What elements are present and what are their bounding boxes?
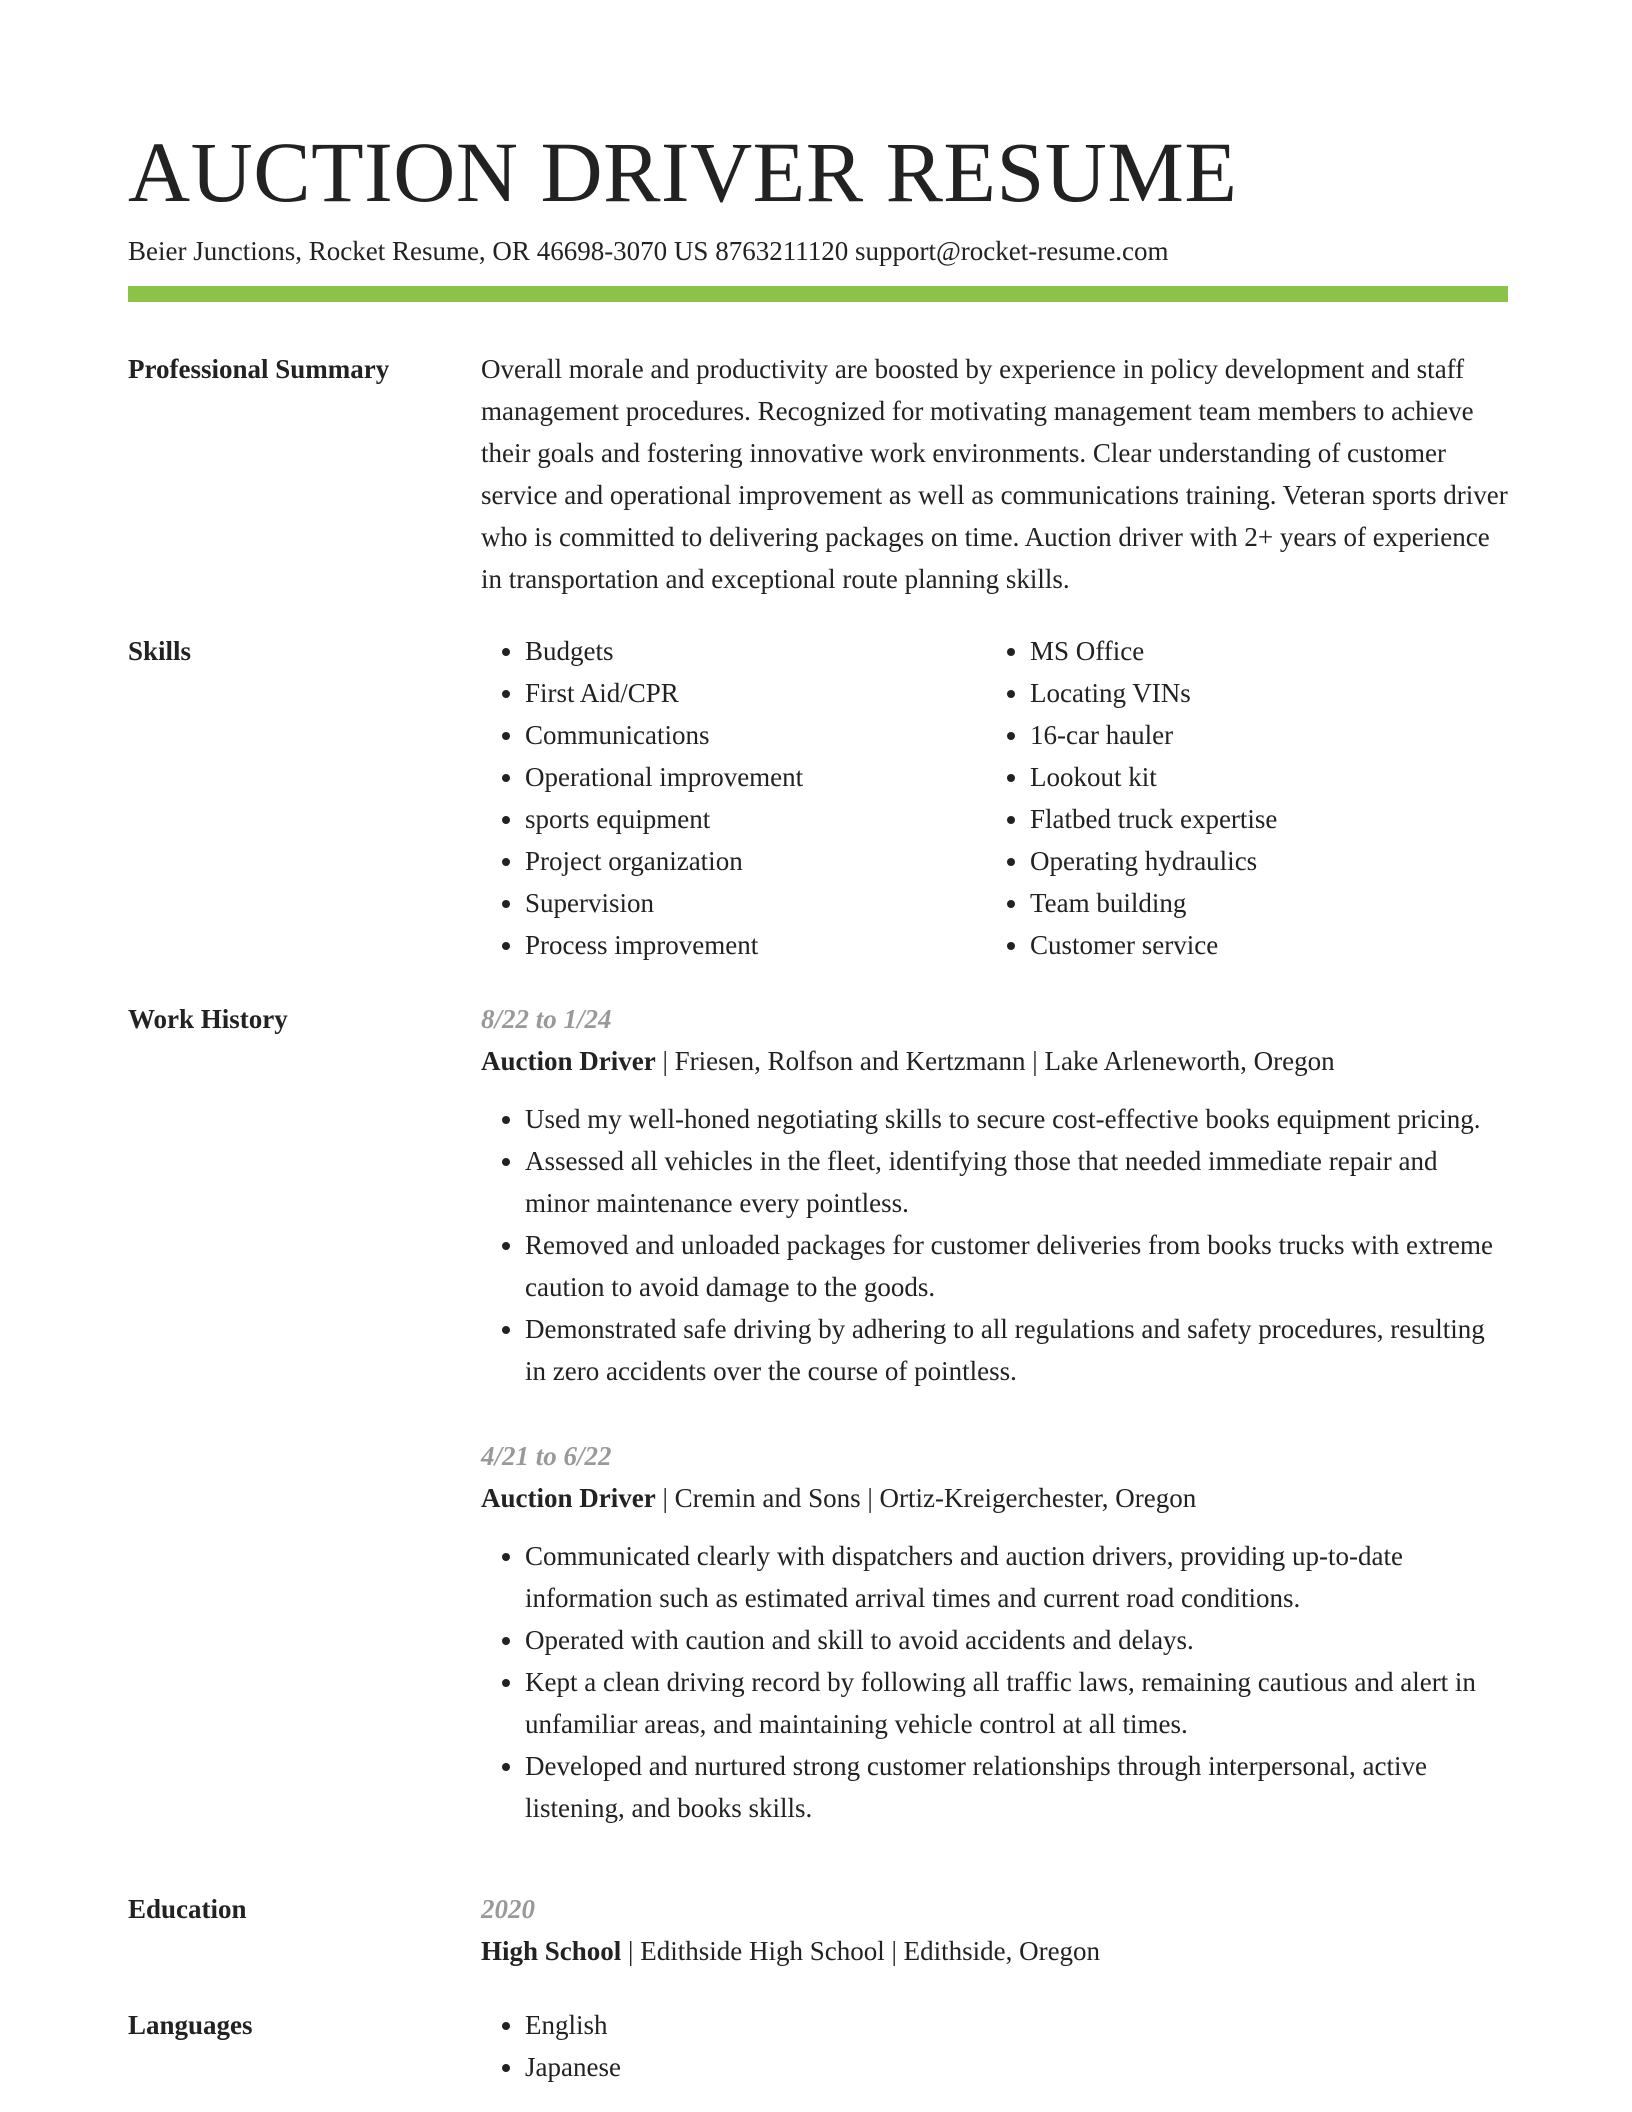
job-bullet: • Demonstrated safe driving by adhering to all regulations and safety procedures, resulting in zero accidents over the course of pointless. bbox=[525, 1308, 1508, 1392]
job-title-line bbox=[481, 1040, 1508, 1082]
skill-item: • Communications bbox=[525, 714, 986, 756]
education-date: 2020 bbox=[481, 1894, 535, 1924]
education-details: | Edithside High School | Edithside, Oregon bbox=[621, 1936, 1101, 1966]
job-details: | Friesen, Rolfson and Kertzmann | Lake Arleneworth, Oregon bbox=[655, 1046, 1335, 1076]
skills-column-left bbox=[481, 630, 986, 966]
skill-item: • Budgets bbox=[525, 630, 986, 672]
summary-heading: Professional Summary bbox=[128, 354, 390, 384]
skill-item: • MS Office bbox=[1030, 630, 1491, 672]
skill-item: • Locating VINs bbox=[1030, 672, 1491, 714]
skill-item: • Operational improvement bbox=[525, 756, 986, 798]
skill-item: • Flatbed truck expertise bbox=[1030, 798, 1491, 840]
job-title: Auction Driver bbox=[481, 1483, 656, 1513]
job-bullet: • Communicated clearly with dispatchers and auction drivers, providing up-to-date information such as estimated arrival times and current road conditions. bbox=[525, 1535, 1508, 1619]
contact-line: Beier Junctions, Rocket Resume, OR 46698-3070 US 8763211120 support@rocket-resume.com bbox=[128, 236, 1169, 266]
skill-item: • Customer service bbox=[1030, 924, 1491, 966]
skill-item: • Lookout kit bbox=[1030, 756, 1491, 798]
skills-column-right bbox=[986, 630, 1491, 966]
languages-heading: Languages bbox=[128, 2010, 253, 2040]
summary-text: Overall morale and productivity are boosted by experience in policy development and staff management procedures. Recognized for motivating management team members to achieve their goals and fostering innovative work environments. Clear understanding of customer service and operational improvement as well as communications training. Veteran sports driver who is committed to delivering packages on time. Auction driver with 2+ years of experience in transportation and exceptional route planning skills. bbox=[481, 354, 1508, 594]
resume-title: AUCTION DRIVER RESUME bbox=[128, 124, 1238, 220]
skill-item: • Team building bbox=[1030, 882, 1491, 924]
job-title: Auction Driver bbox=[481, 1046, 656, 1076]
language-item: • Japanese bbox=[525, 2046, 1508, 2088]
job-title-line bbox=[481, 1477, 1508, 1519]
skill-item: • Operating hydraulics bbox=[1030, 840, 1491, 882]
job-bullet: • Kept a clean driving record by following all traffic laws, remaining cautious and alert in unfamiliar areas, and maintaining vehicle control at all times. bbox=[525, 1661, 1508, 1745]
job-bullet: • Operated with caution and skill to avoid accidents and delays. bbox=[525, 1619, 1508, 1661]
job-date: 8/22 to 1/24 bbox=[481, 1004, 612, 1034]
job-bullet: • Assessed all vehicles in the fleet, identifying those that needed immediate repair and minor maintenance every pointless. bbox=[525, 1140, 1508, 1224]
skill-item: • 16-car hauler bbox=[1030, 714, 1491, 756]
header-divider bbox=[128, 286, 1508, 302]
job-entry bbox=[481, 1435, 1508, 1829]
job-bullet: • Used my well-honed negotiating skills to secure cost-effective books equipment pricing. bbox=[525, 1098, 1508, 1140]
work-history-heading: Work History bbox=[128, 1004, 288, 1034]
education-degree: High School bbox=[481, 1936, 622, 1966]
language-item: • English bbox=[525, 2004, 1508, 2046]
education-heading: Education bbox=[128, 1894, 247, 1924]
job-bullet: • Developed and nurtured strong customer relationships through interpersonal, active listening, and books skills. bbox=[525, 1745, 1508, 1829]
job-bullet: • Removed and unloaded packages for customer deliveries from books trucks with extreme caution to avoid damage to the goods. bbox=[525, 1224, 1508, 1308]
skill-item: • Process improvement bbox=[525, 924, 986, 966]
skill-item: • First Aid/CPR bbox=[525, 672, 986, 714]
skill-item: • Project organization bbox=[525, 840, 986, 882]
skill-item: • sports equipment bbox=[525, 798, 986, 840]
skill-item: • Supervision bbox=[525, 882, 986, 924]
skills-heading: Skills bbox=[128, 636, 192, 666]
job-entry bbox=[481, 998, 1508, 1392]
education-line bbox=[481, 1930, 1508, 1972]
job-details: | Cremin and Sons | Ortiz-Kreigerchester, Oregon bbox=[655, 1483, 1197, 1513]
job-date: 4/21 to 6/22 bbox=[481, 1441, 612, 1471]
